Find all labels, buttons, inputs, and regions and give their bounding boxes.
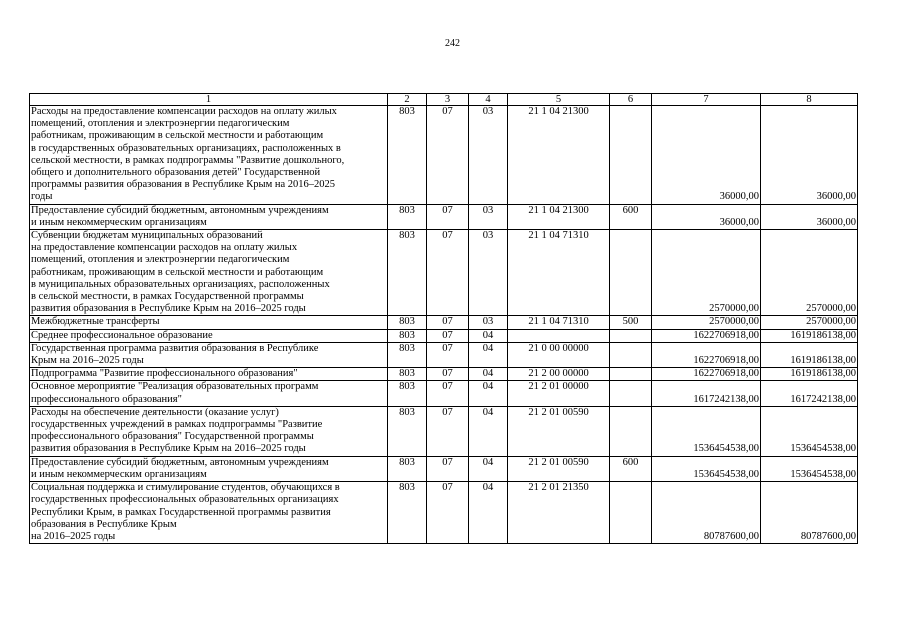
row-name [30,230,388,316]
header-cell: 6 [610,94,652,106]
code-csr: 21 2 01 00590 [508,456,610,481]
code-gr: 803 [388,482,427,544]
row-name [30,106,388,205]
row-name [30,456,388,481]
table-row [30,230,858,316]
row-name-line: Социальная поддержка и стимулирование студентов, обучающихся в [31,482,340,494]
row-name [30,482,388,544]
row-name-line: Основное мероприятие "Реализация образовательных программ [31,381,319,393]
code-vr: 600 [610,456,652,481]
code-vr: 500 [610,316,652,329]
code-vr [610,329,652,342]
row-name [30,406,388,456]
amount-2: 2570000,00 [761,230,858,316]
row-name-line: программы развития образования в Республике Крым на 2016–2025 [31,179,336,191]
page-number: 242 [445,38,460,49]
amount-1: 36000,00 [652,204,761,229]
header-cell: 7 [652,94,761,106]
row-name-line: в сельской местности, в рамках Государственной программы [31,291,304,303]
code-vr [610,406,652,456]
row-name-line: государственных профессиональных образовательных организациях [31,494,339,506]
code-rz: 07 [427,204,469,229]
table-row [30,106,858,205]
row-name-line: в муниципальных образовательных организациях, расположенных [31,278,330,290]
code-csr: 21 2 01 00000 [508,381,610,406]
code-rz: 07 [427,406,469,456]
table-row [30,316,858,329]
code-gr: 803 [388,316,427,329]
row-name-line: развития образования в Республике Крым на 2016–2025 годы [31,443,306,455]
code-pr: 04 [469,368,508,381]
header-cell: 3 [427,94,469,106]
code-gr: 803 [388,106,427,205]
code-csr: 21 1 04 21300 [508,106,610,205]
code-pr: 04 [469,342,508,367]
code-rz: 07 [427,368,469,381]
amount-2: 1619186138,00 [761,329,858,342]
row-name-line: работникам, проживающим в сельской местности и работающим [31,266,324,278]
row-name [30,204,388,229]
code-vr [610,342,652,367]
row-name-line: помещений, отопления и электроэнергии педагогическим [31,254,290,266]
row-name-line: Субвенции бюджетам муниципальных образований [31,230,263,242]
code-rz: 07 [427,456,469,481]
code-csr: 21 2 01 00590 [508,406,610,456]
code-pr: 04 [469,456,508,481]
amount-1: 1622706918,00 [652,342,761,367]
amount-1: 2570000,00 [652,230,761,316]
code-pr: 03 [469,230,508,316]
code-rz: 07 [427,230,469,316]
code-gr: 803 [388,406,427,456]
amount-2: 2570000,00 [761,316,858,329]
row-name-line: Крым на 2016–2025 годы [31,355,144,367]
code-vr [610,381,652,406]
row-name [30,329,388,342]
code-csr [508,329,610,342]
code-pr: 03 [469,106,508,205]
amount-1: 1622706918,00 [652,368,761,381]
row-name-line: профессионального образования" Государственной программы [31,431,314,443]
code-vr [610,230,652,316]
row-name-line: Межбюджетные трансферты [31,316,160,328]
row-name-line: работникам, проживающим в сельской местности и работающим [31,130,324,142]
table-row [30,204,858,229]
header-cell: 8 [761,94,858,106]
row-name-line: Предоставление субсидий бюджетным, автономным учреждениям [31,456,329,468]
row-name-line: общего и дополнительного образования детей" Государственной [31,167,321,179]
amount-2: 36000,00 [761,106,858,205]
row-name [30,316,388,329]
header-cell: 2 [388,94,427,106]
amount-2: 80787600,00 [761,482,858,544]
code-gr: 803 [388,381,427,406]
row-name-line: на предоставление компенсации расходов на оплату жилых [31,242,298,254]
code-rz: 07 [427,316,469,329]
code-gr: 803 [388,329,427,342]
row-name-line: Государственная программа развития образования в Республике [31,342,319,354]
amount-2: 1536454538,00 [761,456,858,481]
code-csr: 21 0 00 00000 [508,342,610,367]
code-rz: 07 [427,342,469,367]
row-name-line: развития образования в Республике Крым на 2016–2025 годы [31,303,306,315]
code-gr: 803 [388,230,427,316]
code-vr [610,368,652,381]
row-name [30,342,388,367]
code-csr: 21 2 01 21350 [508,482,610,544]
amount-1: 1536454538,00 [652,406,761,456]
code-gr: 803 [388,204,427,229]
row-name-line: образования в Республике Крым [31,518,177,530]
amount-1: 2570000,00 [652,316,761,329]
code-gr: 803 [388,456,427,481]
budget-table [29,93,858,544]
code-gr: 803 [388,342,427,367]
row-name-line: годы [31,191,53,203]
code-csr: 21 1 04 71310 [508,230,610,316]
table-row [30,381,858,406]
amount-1: 1536454538,00 [652,456,761,481]
table-row [30,342,858,367]
header-row [30,94,858,106]
code-rz: 07 [427,106,469,205]
code-pr: 04 [469,406,508,456]
row-name-line: Подпрограмма "Развитие профессионального образования" [31,368,298,380]
table-row [30,456,858,481]
row-name-line: помещений, отопления и электроэнергии педагогическим [31,118,290,130]
header-cell: 1 [30,94,388,106]
code-pr: 04 [469,482,508,544]
amount-2: 1536454538,00 [761,406,858,456]
row-name-line: в государственных образовательных организациях, расположенных в [31,142,341,154]
amount-2: 1617242138,00 [761,381,858,406]
amount-2: 1619186138,00 [761,368,858,381]
table-row [30,406,858,456]
amount-1: 36000,00 [652,106,761,205]
code-vr [610,106,652,205]
amount-1: 1622706918,00 [652,329,761,342]
code-rz: 07 [427,381,469,406]
table-row [30,368,858,381]
row-name-line: на 2016–2025 годы [31,530,116,542]
code-csr: 21 1 04 71310 [508,316,610,329]
code-pr: 04 [469,381,508,406]
row-name [30,381,388,406]
row-name-line: и иным некоммерческим организациям [31,216,207,228]
row-name-line: Расходы на обеспечение деятельности (оказание услуг) [31,406,279,418]
row-name-line: Предоставление субсидий бюджетным, автономным учреждениям [31,204,329,216]
code-vr: 600 [610,204,652,229]
row-name-line: Расходы на предоставление компенсации расходов на оплату жилых [31,106,337,117]
code-rz: 07 [427,482,469,544]
row-name-line: профессионального образования" [31,393,182,405]
code-rz: 07 [427,329,469,342]
amount-1: 80787600,00 [652,482,761,544]
code-vr [610,482,652,544]
row-name-line: государственных учреждений в рамках подпрограммы "Развитие [31,419,323,431]
amount-1: 1617242138,00 [652,381,761,406]
header-cell: 4 [469,94,508,106]
row-name [30,368,388,381]
table-row [30,329,858,342]
code-csr: 21 2 00 00000 [508,368,610,381]
row-name-line: сельской местности, в рамках подпрограммы "Развитие дошкольного, [31,154,345,166]
row-name-line: Среднее профессиональное образование [31,329,213,341]
header-cell: 5 [508,94,610,106]
code-pr: 03 [469,204,508,229]
code-gr: 803 [388,368,427,381]
amount-2: 1619186138,00 [761,342,858,367]
code-pr: 03 [469,316,508,329]
code-csr: 21 1 04 21300 [508,204,610,229]
row-name-line: Республики Крым, в рамках Государственной программы развития [31,506,331,518]
row-name-line: и иным некоммерческим организациям [31,468,207,480]
amount-2: 36000,00 [761,204,858,229]
table-row [30,482,858,544]
code-pr: 04 [469,329,508,342]
